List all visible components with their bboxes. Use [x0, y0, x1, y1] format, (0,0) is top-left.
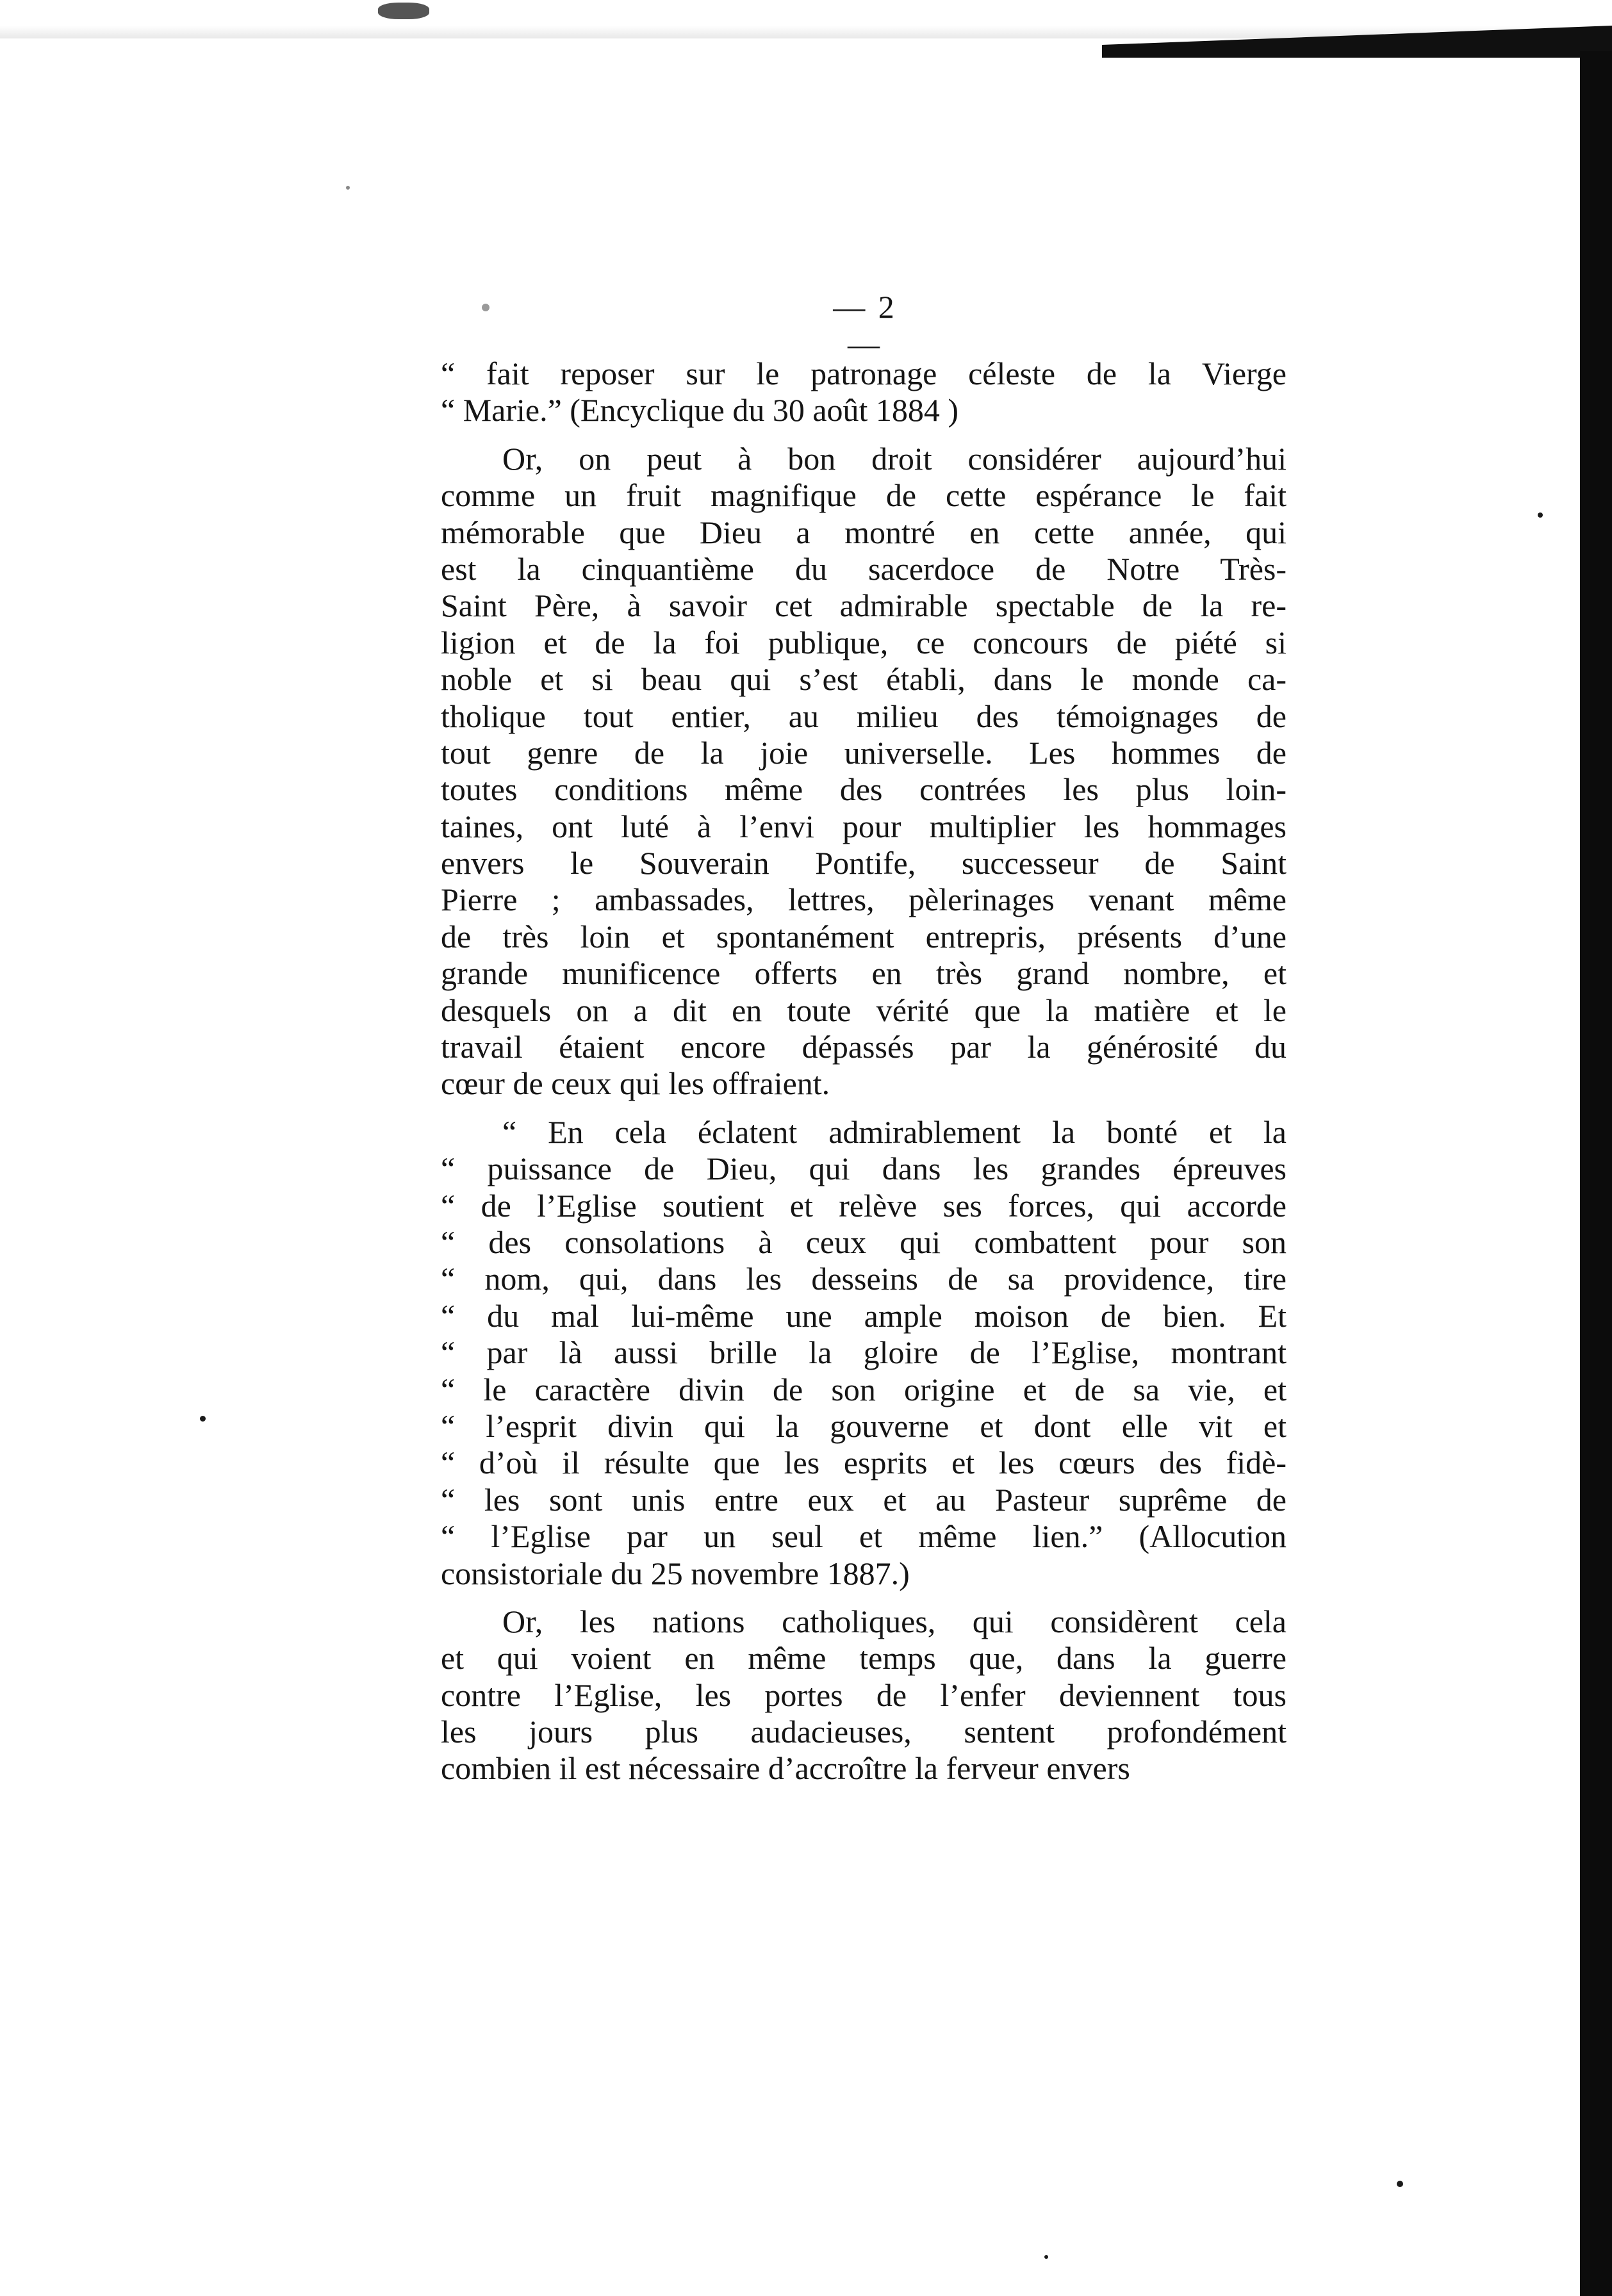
scan-speck [200, 1416, 206, 1422]
text-line: de très loin et spontanément entrepris, présents d’une [441, 918, 1287, 955]
text-line: grande munificence offerts en très grand nombre, et [441, 955, 1287, 992]
text-line: cœur de ceux qui les offraient. [441, 1065, 830, 1102]
text-line: Or, les nations catholiques, qui considèrent cela [502, 1603, 1287, 1639]
text-line: “ les sont unis entre eux et au Pasteur suprême de [441, 1481, 1287, 1518]
scan-speck [482, 304, 489, 311]
text-line: “ de l’Eglise soutient et relève ses forces, qui accorde [441, 1187, 1287, 1224]
body-text [441, 356, 1287, 1787]
text-line: comme un fruit magnifique de cette espérance le fait [441, 477, 1287, 514]
text-line: “ fait reposer sur le patronage céleste de la Vierge [441, 356, 1287, 391]
text-line: les jours plus audacieuses, sentent profondément [441, 1714, 1287, 1750]
scan-speck [1538, 512, 1543, 518]
text-line: “ l’Eglise par un seul et même lien.” (Allocution [441, 1518, 1287, 1555]
paragraph [441, 441, 1287, 1103]
text-line: et qui voient en même temps que, dans la guerre [441, 1640, 1287, 1677]
text-line: “ du mal lui-même une ample moison de bien. Et [441, 1297, 1287, 1334]
text-line: envers le Souverain Pontife, successeur de Saint [441, 845, 1287, 882]
text-line: “ nom, qui, dans les desseins de sa providence, tire [441, 1261, 1287, 1297]
text-line: tholique tout entier, au milieu des témoignages de [441, 698, 1287, 734]
text-line: “ d’où il résulte que les esprits et les cœurs des fidè- [441, 1445, 1287, 1481]
page-number: — 2 — [833, 289, 897, 362]
paragraph-gap [441, 1592, 1287, 1603]
text-line: “ le caractère divin de son origine et de sa vie, et [441, 1371, 1287, 1407]
paragraph [441, 1603, 1287, 1787]
text-line: ligion et de la foi publique, ce concours de piété si [441, 624, 1287, 660]
scan-speck [1397, 2181, 1403, 2187]
text-line: desquels on a dit en toute vérité que la matière et le [441, 992, 1287, 1028]
text-line: est la cinquantième du sacerdoce de Notre Très- [441, 550, 1287, 587]
text-line: “ puissance de Dieu, qui dans les grandes épreuves [441, 1151, 1287, 1187]
paragraph [441, 1114, 1287, 1592]
text-line: “ l’esprit divin qui la gouverne et dont elle vit et [441, 1407, 1287, 1444]
text-line: toutes conditions même des contrées les plus loin- [441, 771, 1287, 808]
text-line: “ En cela éclatent admirablement la bonté et la [502, 1113, 1287, 1150]
text-line: Saint Père, à savoir cet admirable spectable de la re- [441, 587, 1287, 624]
paragraph-gap [441, 429, 1287, 441]
text-line: Pierre ; ambassades, lettres, pèlerinages venant même [441, 882, 1287, 918]
text-line: “ Marie.” (Encyclique du 30 août 1884 ) [441, 392, 959, 429]
text-line: travail étaient encore dépassés par la générosité du [441, 1029, 1287, 1065]
scan-smudge [378, 3, 429, 19]
text-line: mémorable que Dieu a montré en cette année, qui [441, 514, 1287, 550]
text-line: taines, ont luté à l’envi pour multiplier les hommages [441, 808, 1287, 844]
paragraph [441, 356, 1287, 429]
text-line: consistoriale du 25 novembre 1887.) [441, 1555, 910, 1591]
scan-speck [1044, 2255, 1048, 2259]
scan-top-margin [0, 0, 1612, 38]
paragraph-gap [441, 1103, 1287, 1114]
text-line: contre l’Eglise, les portes de l’enfer deviennent tous [441, 1677, 1287, 1713]
text-line: tout genre de la joie universelle. Les hommes de [441, 734, 1287, 771]
scan-speck [346, 186, 350, 190]
text-line: Or, on peut à bon droit considérer aujourd’hui [502, 440, 1287, 477]
scan-dark-edge-right [1580, 51, 1612, 2296]
text-line: “ des consolations à ceux qui combattent pour son [441, 1224, 1287, 1260]
text-line: noble et si beau qui s’est établi, dans le monde ca- [441, 661, 1287, 698]
text-line: combien il est nécessaire d’accroître la ferveur envers [441, 1750, 1130, 1787]
text-line: “ par là aussi brille la gloire de l’Eglise, montrant [441, 1334, 1287, 1371]
